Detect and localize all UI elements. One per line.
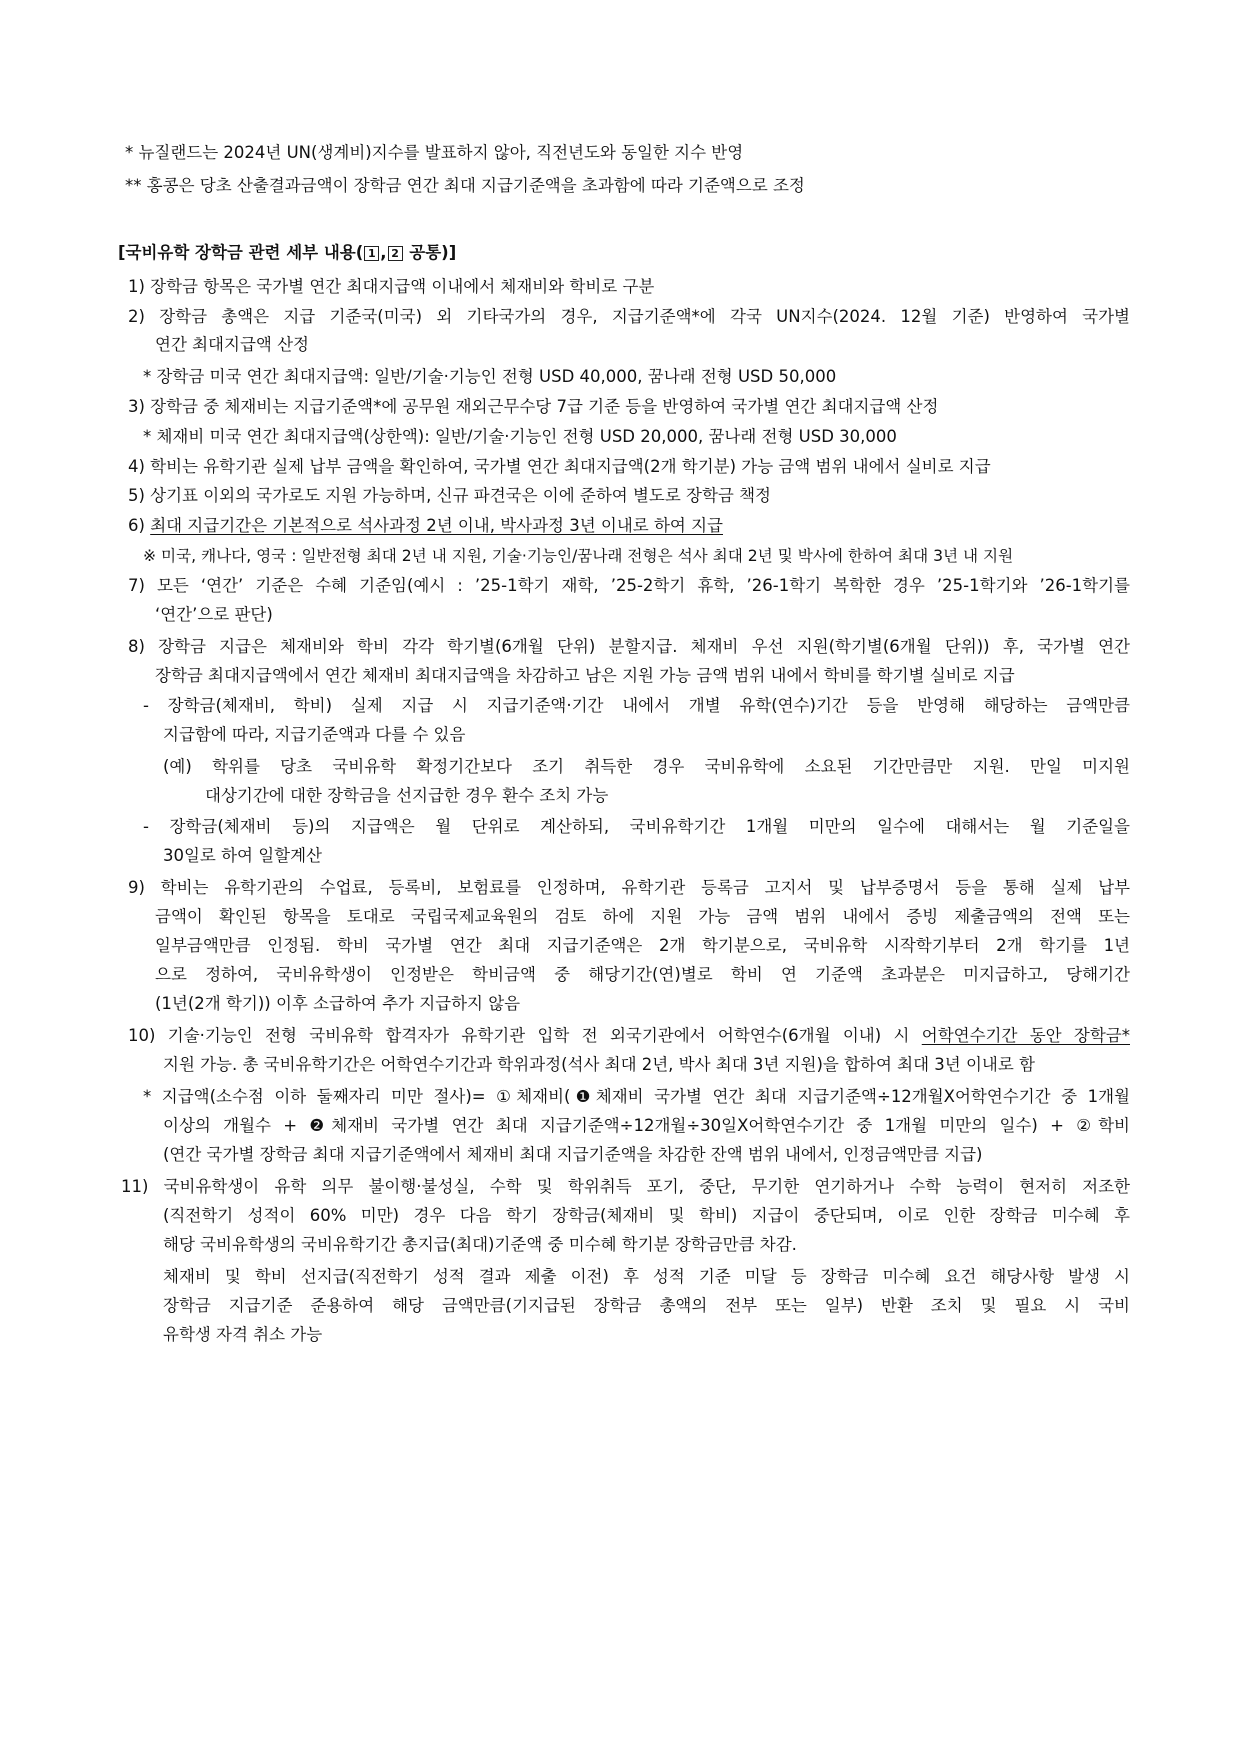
item-2-line-2: 연간 최대지급액 산정 [155, 335, 309, 354]
item-10-line-1 [128, 1025, 1130, 1047]
item-8-example-line-2: 대상기간에 대한 장학금을 선지급한 경우 환수 조치 가능 [205, 786, 609, 805]
item-7-line-1: 7) 모든 ‘연간’ 기준은 수혜 기준임(예시 : ’25-1학기 재학, ’25-2학기 휴학, ’26-1학기 복학한 경우 ’25-1학기와 ’26-1학기를 [128, 576, 1130, 595]
item-1: 1) 장학금 항목은 국가별 연간 최대지급액 이내에서 체재비와 학비로 구분 [128, 277, 655, 296]
item-8-line-5: - 장학금(체재비 등)의 지급액은 월 단위로 계산하되, 국비유학기간 1개월 미만의 일수에 대해서는 월 기준일을 [143, 817, 1130, 836]
item-2-line-1: 2) 장학금 총액은 지급 기준국(미국) 외 기타국가의 경우, 지급기준액*에 각국 UN지수(2024. 12월 기준) 반영하여 국가별 [128, 307, 1130, 326]
box-number-2: 2 [388, 246, 403, 261]
box-number-1: 1 [364, 246, 379, 261]
heading-prefix: [국비유학 장학금 관련 세부 내용( [118, 243, 364, 262]
item-11-line-4: 체재비 및 학비 선지급(직전학기 성적 결과 제출 이전) 후 성적 기준 미달 등 장학금 미수혜 요건 해당사항 발생 시 [163, 1267, 1130, 1286]
item-11-line-1: 11) 국비유학생이 유학 의무 불이행·불성실, 수학 및 학위취득 포기, 중단, 무기한 연기하거나 수학 능력이 현저히 저조한 [121, 1177, 1130, 1196]
item-9-line-5: (1년(2개 학기)) 이후 소급하여 추가 지급하지 않음 [155, 994, 521, 1013]
item-9-line-3: 일부금액만큼 인정됨. 학비 국가별 연간 최대 지급기준액은 2개 학기분으로, 국비유학 시작학기부터 2개 학기를 1년 [155, 936, 1130, 955]
item-5: 5) 상기표 이외의 국가로도 지원 가능하며, 신규 파견국은 이에 준하여 별도로 장학금 책정 [128, 486, 771, 505]
heading-suffix: 공통)] [403, 243, 457, 262]
item-3-note: * 체재비 미국 연간 최대지급액(상한액): 일반/기술·기능인 전형 USD 20,000, 꿈나래 전형 USD 30,000 [143, 427, 897, 446]
item-10-underlined: 어학연수기간 동안 장학금* [921, 1026, 1130, 1045]
note-new-zealand: * 뉴질랜드는 2024년 UN(생계비)지수를 발표하지 않아, 직전년도와 동일한 지수 반영 [125, 143, 744, 162]
item-8-line-1: 8) 장학금 지급은 체재비와 학비 각각 학기별(6개월 단위) 분할지급. 체재비 우선 지원(학기별(6개월 단위)) 후, 국가별 연간 [128, 637, 1130, 656]
item-11-line-3: 해당 국비유학생의 국비유학기간 총지급(최대)기준액 중 미수혜 학기분 장학금만큼 차감. [163, 1235, 797, 1254]
item-8-example-line-1: (예) 학위를 당초 국비유학 확정기간보다 조기 취득한 경우 국비유학에 소요된 기간만큼만 지원. 만일 미지원 [163, 757, 1130, 776]
item-6 [128, 515, 1130, 537]
item-6-text: 최대 지급기간은 기본적으로 석사과정 2년 이내, 박사과정 3년 이내로 하여 지급 [150, 516, 723, 535]
item-8-line-2: 장학금 최대지급액에서 연간 체재비 최대지급액을 차감하고 남은 지원 가능 금액 범위 내에서 학비를 학기별 실비로 지급 [155, 666, 1015, 685]
item-7-line-2: ‘연간’으로 판단) [155, 605, 273, 624]
item-10-note-line-3: (연간 국가별 장학금 최대 지급기준액에서 체재비 최대 지급기준액을 차감한 잔액 범위 내에서, 인정금액만큼 지급) [163, 1145, 983, 1164]
item-8-line-4: 지급함에 따라, 지급기준액과 다를 수 있음 [163, 725, 466, 744]
item-9-line-1: 9) 학비는 유학기관의 수업료, 등록비, 보험료를 인정하며, 유학기관 등록금 고지서 및 납부증명서 등을 통해 실제 납부 [128, 878, 1130, 897]
item-10-note-line-2: 이상의 개월수 + ❷체재비 국가별 연간 최대 지급기준액÷12개월÷30일X어학연수기간 중 1개월 미만의 일수) + ②학비 [163, 1116, 1130, 1135]
item-3: 3) 장학금 중 체재비는 지급기준액*에 공무원 재외근무수당 7급 기준 등을 반영하여 국가별 연간 최대지급액 산정 [128, 397, 939, 416]
item-9-line-2: 금액이 확인된 항목을 토대로 국립국제교육원의 검토 하에 지원 가능 금액 범위 내에서 증빙 제출금액의 전액 또는 [155, 907, 1130, 926]
item-11-line-6: 유학생 자격 취소 가능 [163, 1325, 323, 1344]
heading-separator: , [380, 243, 387, 262]
item-2-note: * 장학금 미국 연간 최대지급액: 일반/기술·기능인 전형 USD 40,000, 꿈나래 전형 USD 50,000 [143, 367, 837, 386]
item-8-line-3: - 장학금(체재비, 학비) 실제 지급 시 지급기준액·기간 내에서 개별 유학(연수)기간 등을 반영해 해당하는 금액만큼 [143, 696, 1130, 715]
item-10-note-line-1: * 지급액(소수점 이하 둘째자리 미만 절사)= ①체재비(❶체재비 국가별 연간 최대 지급기준액÷12개월X어학연수기간 중 1개월 [143, 1087, 1130, 1106]
item-11-line-2: (직전학기 성적이 60% 미만) 경우 다음 학기 장학금(체재비 및 학비) 지급이 중단되며, 이로 인한 장학금 미수혜 후 [163, 1206, 1130, 1225]
note-hong-kong: ** 홍콩은 당초 산출결과금액이 장학금 연간 최대 지급기준액을 초과함에 따라 기준액으로 조정 [125, 176, 805, 195]
item-6-number: 6) [128, 516, 151, 535]
item-8-line-6: 30일로 하여 일할계산 [163, 846, 322, 865]
item-4: 4) 학비는 유학기관 실제 납부 금액을 확인하여, 국가별 연간 최대지급액(2개 학기분) 가능 금액 범위 내에서 실비로 지급 [128, 457, 991, 476]
item-10-line-2: 지원 가능. 총 국비유학기간은 어학연수기간과 학위과정(석사 최대 2년, 박사 최대 3년 지원)을 합하여 최대 3년 이내로 함 [163, 1055, 1035, 1074]
item-11-line-5: 장학금 지급기준 준용하여 해당 금액만큼(기지급된 장학금 총액의 전부 또는 일부) 반환 조치 및 필요 시 국비 [163, 1296, 1130, 1315]
item-10-text: 10) 기술·기능인 전형 국비유학 합격자가 유학기관 입학 전 외국기관에서 어학연수(6개월 이내) 시 [128, 1026, 922, 1045]
item-6-note: ※ 미국, 캐나다, 영국 : 일반전형 최대 2년 내 지원, 기술·기능인/꿈나래 전형은 석사 최대 2년 및 박사에 한하여 최대 3년 내 지원 [143, 547, 1014, 565]
section-heading [118, 242, 1130, 264]
item-9-line-4: 으로 정하여, 국비유학생이 인정받은 학비금액 중 해당기간(연)별로 학비 연 기준액 초과분은 미지급하고, 당해기간 [155, 965, 1130, 984]
